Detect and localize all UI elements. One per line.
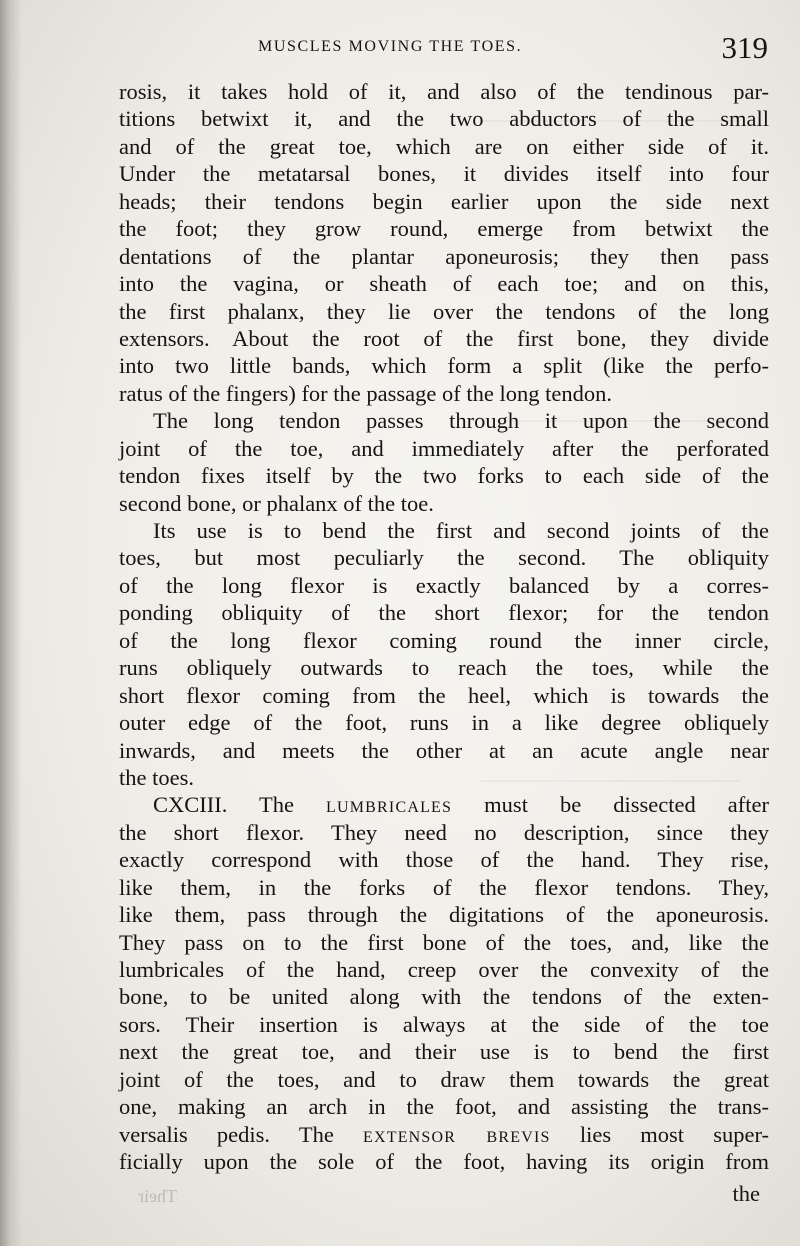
- text-line: second bone, or phalanx of the toe.: [119, 490, 434, 516]
- text-line: into the vagina, or sheath of each toe; and on this,: [119, 271, 769, 297]
- text-line: Under the metatarsal bones, it divides itself into four: [119, 161, 769, 187]
- text-line: joint of the toes, and to draw them towards the great: [119, 1066, 769, 1092]
- body-text: [119, 78, 769, 1176]
- text-line: joint of the toe, and immediately after the perforated: [119, 435, 769, 461]
- text-line: of the long flexor is exactly balanced by a corres-: [119, 572, 769, 598]
- section-number-text: CXCIII. The: [153, 792, 327, 818]
- text-line: heads; their tendons begin earlier upon the side next: [119, 188, 769, 214]
- paragraph-first-line: The long tendon passes through it upon the second: [153, 408, 769, 434]
- text-line: lumbricales of the hand, creep over the convexity of the: [119, 957, 769, 982]
- text-line: [119, 1121, 769, 1148]
- page-header: [258, 26, 768, 74]
- text-line: bone, to be united along with the tendons of the exten-: [119, 984, 769, 1010]
- page-number: 319: [721, 30, 768, 65]
- text-line: short flexor coming from the heel, which is towards the: [119, 682, 769, 708]
- term-extensor-brevis: extensor brevis: [363, 1121, 551, 1147]
- text-line: the first phalanx, they lie over the tendons of the long: [119, 298, 769, 324]
- paragraph-first-line: Its use is to bend the first and second joints of the: [153, 518, 769, 543]
- section-heading-line: [119, 791, 769, 818]
- text-line: dentations of the plantar aponeurosis; they then pass: [119, 243, 769, 269]
- catchword: the: [732, 1181, 760, 1206]
- text-line: titions betwixt it, and the two abductors of the small: [119, 106, 769, 132]
- page-gutter-shadow: [0, 0, 22, 1246]
- text-line: sors. Their insertion is always at the side of the toe: [119, 1011, 769, 1037]
- text-line: They pass on to the first bone of the toes, and, like the: [119, 929, 769, 955]
- text-line: the foot; they grow round, emerge from betwixt the: [119, 216, 769, 242]
- text-line: next the great toe, and their use is to bend the first: [119, 1039, 769, 1065]
- text-line: like them, pass through the digitations of the aponeurosis.: [119, 902, 769, 928]
- text-line: ficially upon the sole of the foot, having its origin from: [119, 1149, 769, 1175]
- text-line: toes, but most peculiarly the second. The obliquity: [119, 545, 769, 571]
- text-line: of the long flexor coming round the inner circle,: [119, 627, 769, 653]
- line-continuation: must be dissected after: [452, 792, 769, 818]
- text-line: one, making an arch in the foot, and assisting the trans-: [119, 1094, 769, 1120]
- text-line: like them, in the forks of the flexor tendons. They,: [119, 874, 769, 900]
- line-start: versalis pedis. The: [119, 1121, 363, 1147]
- running-head: MUSCLES MOVING THE TOES.: [258, 38, 523, 55]
- text-line: ponding obliquity of the short flexor; for the tendon: [119, 600, 769, 626]
- text-line: inwards, and meets the other at an acute angle near: [119, 737, 769, 763]
- text-line: tendon fixes itself by the two forks to each side of the: [119, 463, 769, 489]
- text-line: runs obliquely outwards to reach the toes, while the: [119, 655, 769, 681]
- term-lumbricales: lumbricales: [326, 792, 453, 818]
- text-line: and of the great toe, which are on either side of it.: [119, 133, 769, 159]
- text-line: exactly correspond with those of the hand. They rise,: [119, 847, 769, 873]
- text-line: extensors. About the root of the first bone, they divide: [119, 325, 769, 351]
- text-line: the toes.: [119, 764, 194, 790]
- text-line: the short flexor. They need no description, since they: [119, 819, 769, 845]
- text-line: into two little bands, which form a split (like the perfo-: [119, 353, 769, 379]
- line-continuation: lies most super-: [550, 1121, 770, 1147]
- bleed-through-text: Their: [138, 1186, 177, 1206]
- text-line: ratus of the fingers) for the passage of the long tendon.: [119, 380, 612, 406]
- text-line: rosis, it takes hold of it, and also of the tendinous par-: [119, 79, 769, 104]
- text-line: outer edge of the foot, runs in a like degree obliquely: [119, 710, 769, 736]
